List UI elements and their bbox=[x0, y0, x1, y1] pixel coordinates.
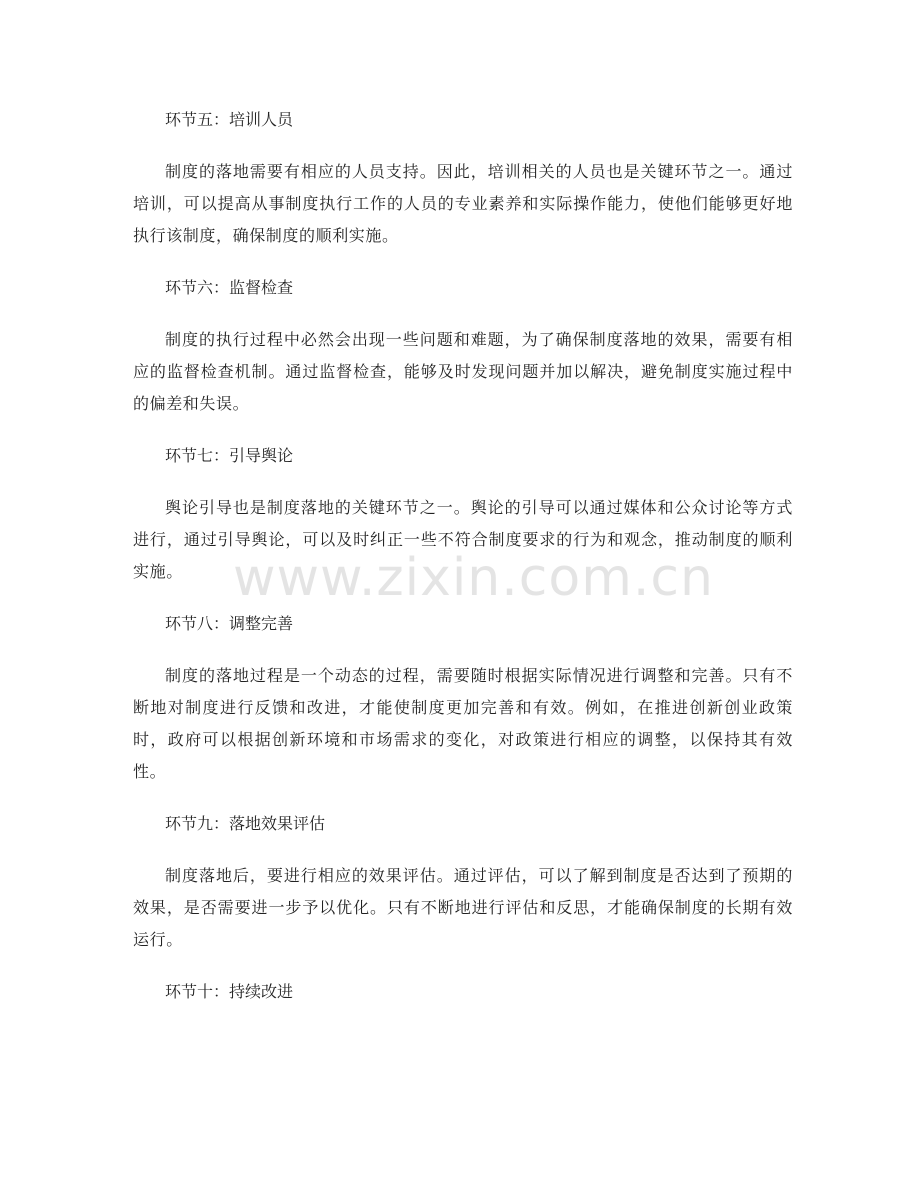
section-heading-6: 环节六：监督检查 bbox=[165, 278, 294, 297]
section-paragraph-5: 制度的落地需要有相应的人员支持。因此，培训相关的人员也是关键环节之一。通过培训，可以提高从事制度执行工作的人员的专业素养和实际操作能力，使他们能够更好地执行该制度，确保制度的顺利实施。 bbox=[133, 162, 793, 245]
document-body bbox=[133, 104, 793, 1028]
section-heading-8: 环节八：调整完善 bbox=[165, 614, 294, 633]
section-paragraph-6: 制度的执行过程中必然会出现一些问题和难题，为了确保制度落地的效果，需要有相应的监督检查机制。通过监督检查，能够及时发现问题并加以解决，避免制度实施过程中的偏差和失误。 bbox=[133, 330, 793, 413]
section-heading-9: 环节九：落地效果评估 bbox=[165, 814, 326, 833]
section-paragraph-8: 制度的落地过程是一个动态的过程，需要随时根据实际情况进行调整和完善。只有不断地对制度进行反馈和改进，才能使制度更加完善和有效。例如，在推进创新创业政策时，政府可以根据创新环境和市场需求的变化，对政策进行相应的调整，以保持其有效性。 bbox=[133, 666, 793, 781]
watermark: www.zixin.com.cn bbox=[233, 548, 714, 608]
section-heading-7: 环节七：引导舆论 bbox=[165, 446, 294, 465]
section-paragraph-9: 制度落地后，要进行相应的效果评估。通过评估，可以了解到制度是否达到了预期的效果，是否需要进一步予以优化。只有不断地进行评估和反思，才能确保制度的长期有效运行。 bbox=[133, 866, 793, 949]
section-heading-5: 环节五：培训人员 bbox=[165, 110, 294, 129]
section-paragraph-7: 舆论引导也是制度落地的关键环节之一。舆论的引导可以通过媒体和公众讨论等方式进行，通过引导舆论，可以及时纠正一些不符合制度要求的行为和观念，推动制度的顺利实施。 bbox=[133, 498, 793, 581]
section-heading-10: 环节十：持续改进 bbox=[165, 982, 294, 1001]
